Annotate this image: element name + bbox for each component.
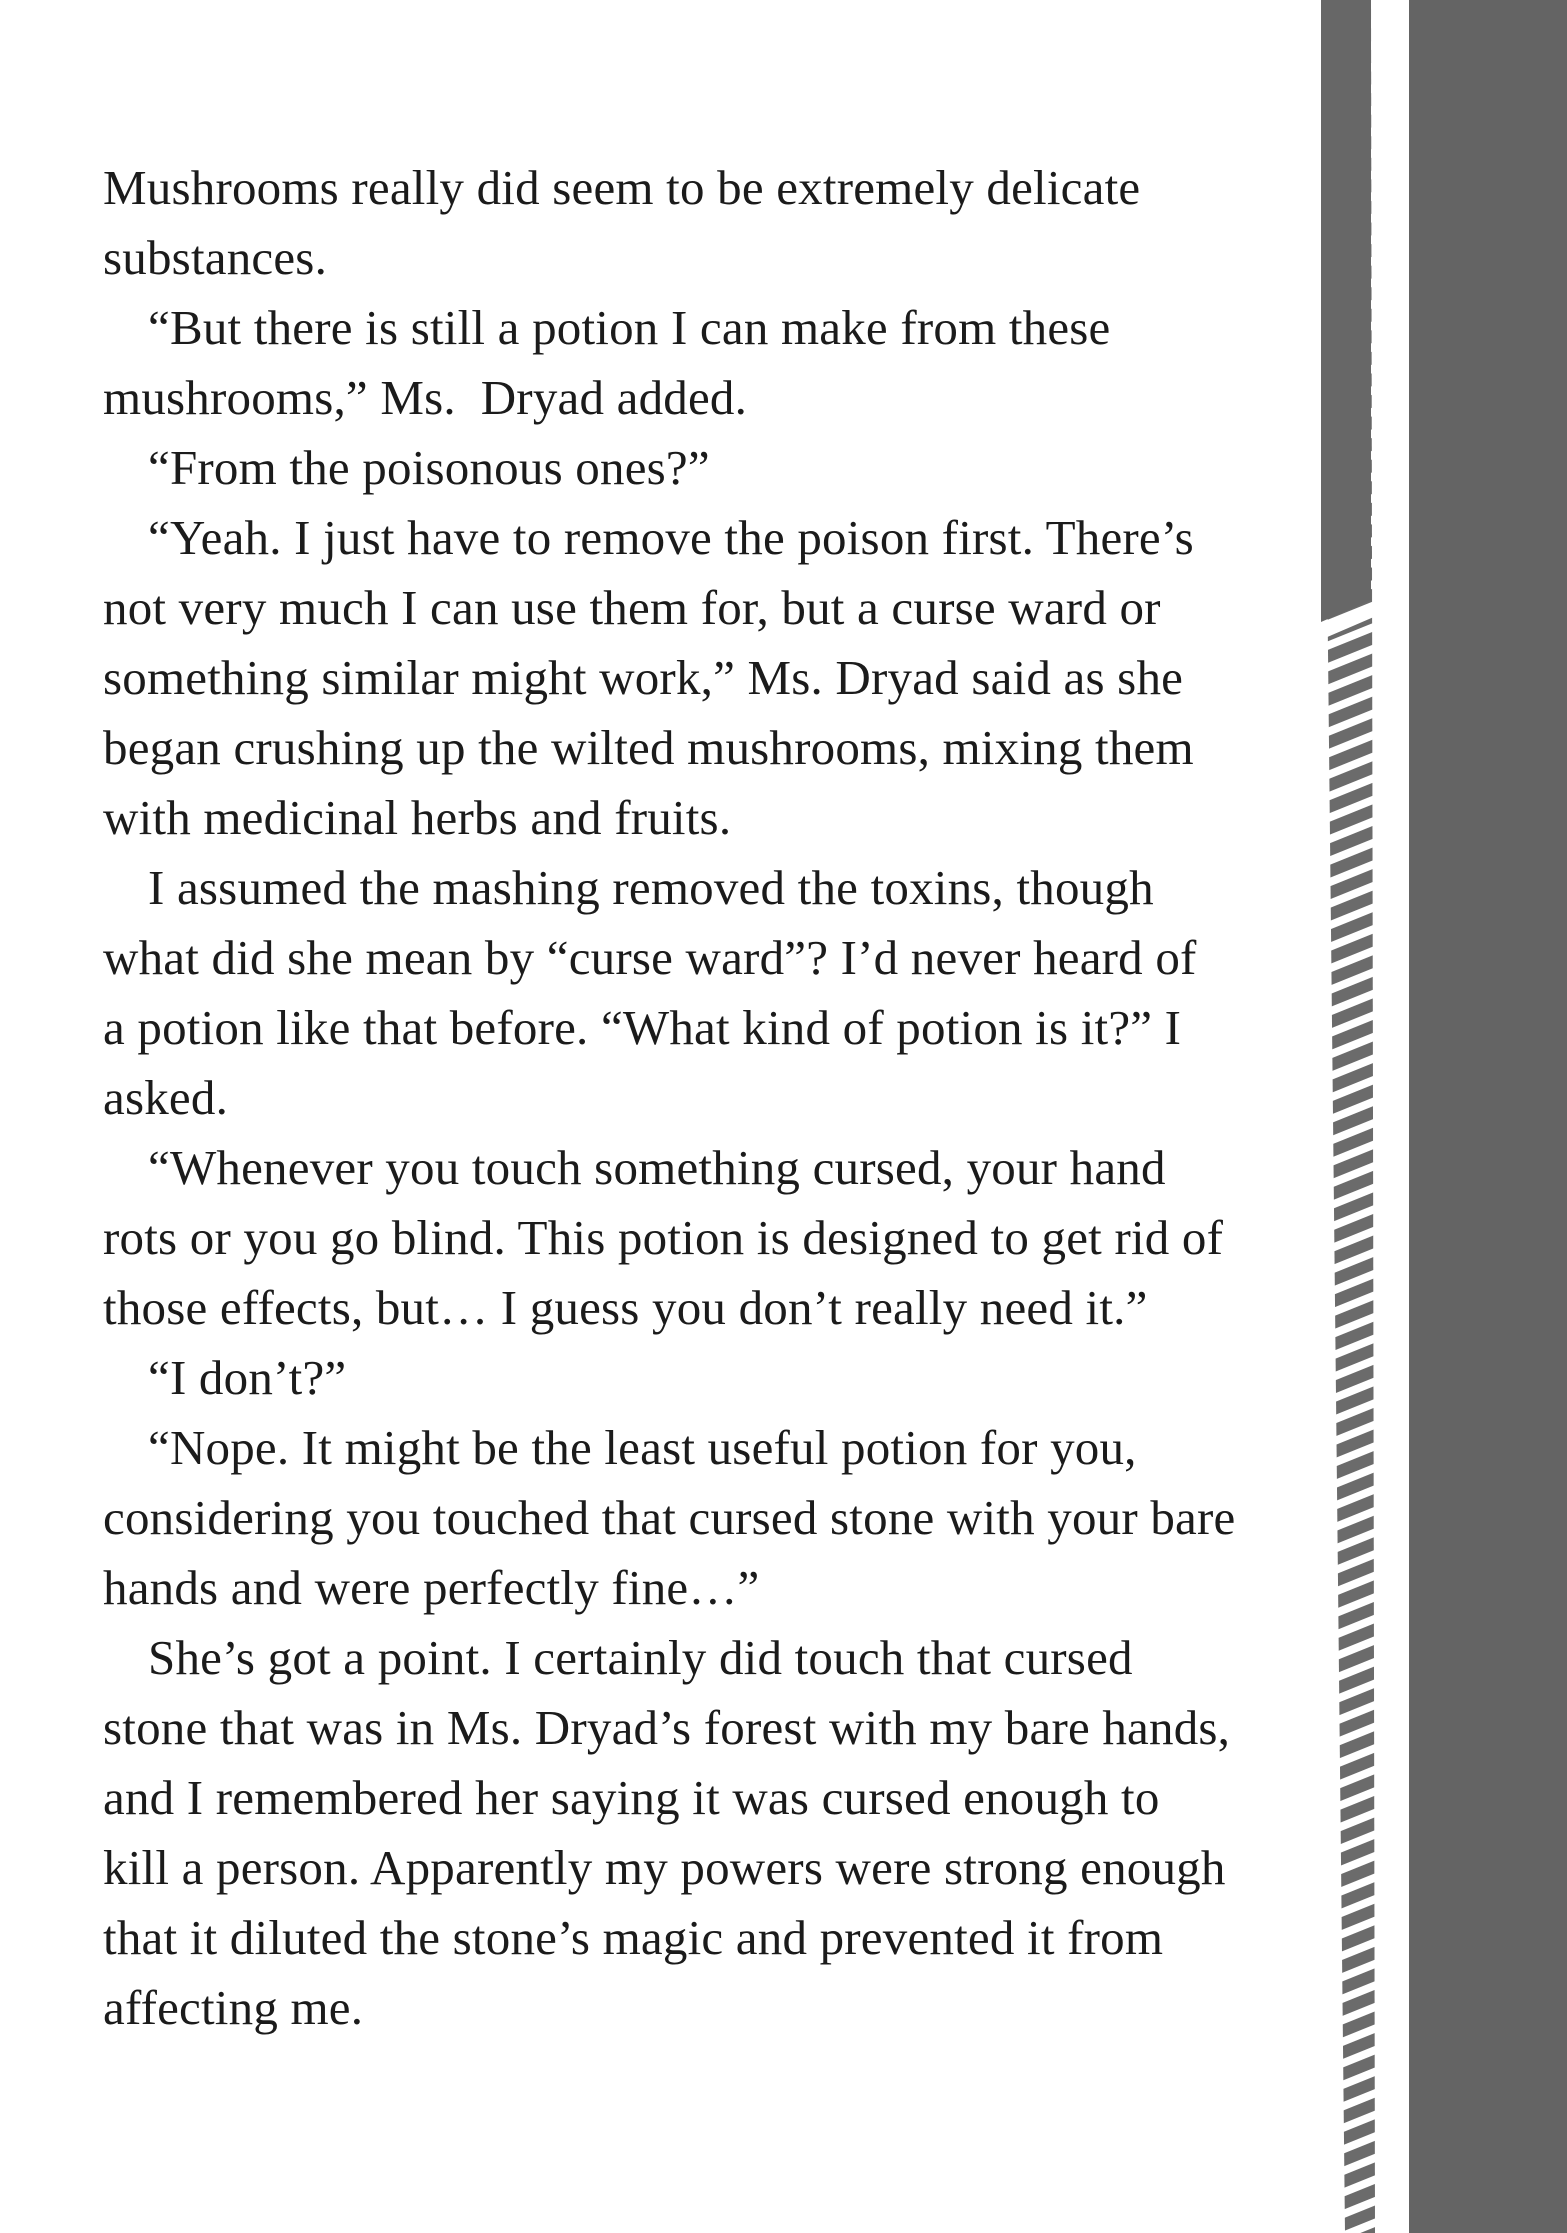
text-line: “Nope. It might be the least useful potion for you, xyxy=(148,1420,1137,1475)
text-line: and I remembered her saying it was cursed enough to xyxy=(103,1770,1160,1825)
text-line: what did she mean by “curse ward”? I’d never heard of xyxy=(103,930,1197,985)
page-text xyxy=(103,153,1278,2043)
text-line: began crushing up the wilted mushrooms, mixing them xyxy=(103,720,1194,775)
inner-solid-bar xyxy=(1321,0,1371,622)
text-line: “From the poisonous ones?” xyxy=(148,440,710,495)
text-line: not very much I can use them for, but a curse ward or xyxy=(103,580,1161,635)
text-line: “But there is still a potion I can make from these xyxy=(148,300,1111,355)
text-line: asked. xyxy=(103,1070,229,1125)
text-line: mushrooms,” Ms. Dryad added. xyxy=(103,370,748,425)
text-line: a potion like that before. “What kind of potion is it?” I xyxy=(103,1000,1182,1055)
text-line: “Whenever you touch something cursed, your hand xyxy=(148,1140,1166,1195)
stripe-gap xyxy=(1317,611,1375,636)
text-line: something similar might work,” Ms. Dryad said as she xyxy=(103,650,1184,705)
text-line: I assumed the mashing removed the toxins, though xyxy=(148,860,1154,915)
text-line: considering you touched that cursed stone with your bare xyxy=(103,1490,1236,1545)
text-line: substances. xyxy=(103,230,328,285)
text-line: rots or you go blind. This potion is designed to get rid of xyxy=(103,1210,1224,1265)
text-line: She’s got a point. I certainly did touch that cursed xyxy=(148,1630,1133,1685)
text-line: those effects, but… I guess you don’t really need it.” xyxy=(103,1280,1148,1335)
text-line: kill a person. Apparently my powers were strong enough xyxy=(103,1840,1226,1895)
text-line: affecting me. xyxy=(103,1980,364,2035)
text-line: “Yeah. I just have to remove the poison first. There’s xyxy=(148,510,1194,565)
text-line: “I don’t?” xyxy=(148,1350,347,1405)
text-line: that it diluted the stone’s magic and prevented it from xyxy=(103,1910,1164,1965)
text-line: with medicinal herbs and fruits. xyxy=(103,790,732,845)
text-line: stone that was in Ms. Dryad’s forest with my bare hands, xyxy=(103,1700,1231,1755)
hazard-stripe-ribbon xyxy=(1321,0,1375,2233)
page-edge-bar xyxy=(1409,0,1567,2233)
text-line: hands and were perfectly fine…” xyxy=(103,1560,760,1615)
text-line: Mushrooms really did seem to be extremely delicate xyxy=(103,160,1141,215)
